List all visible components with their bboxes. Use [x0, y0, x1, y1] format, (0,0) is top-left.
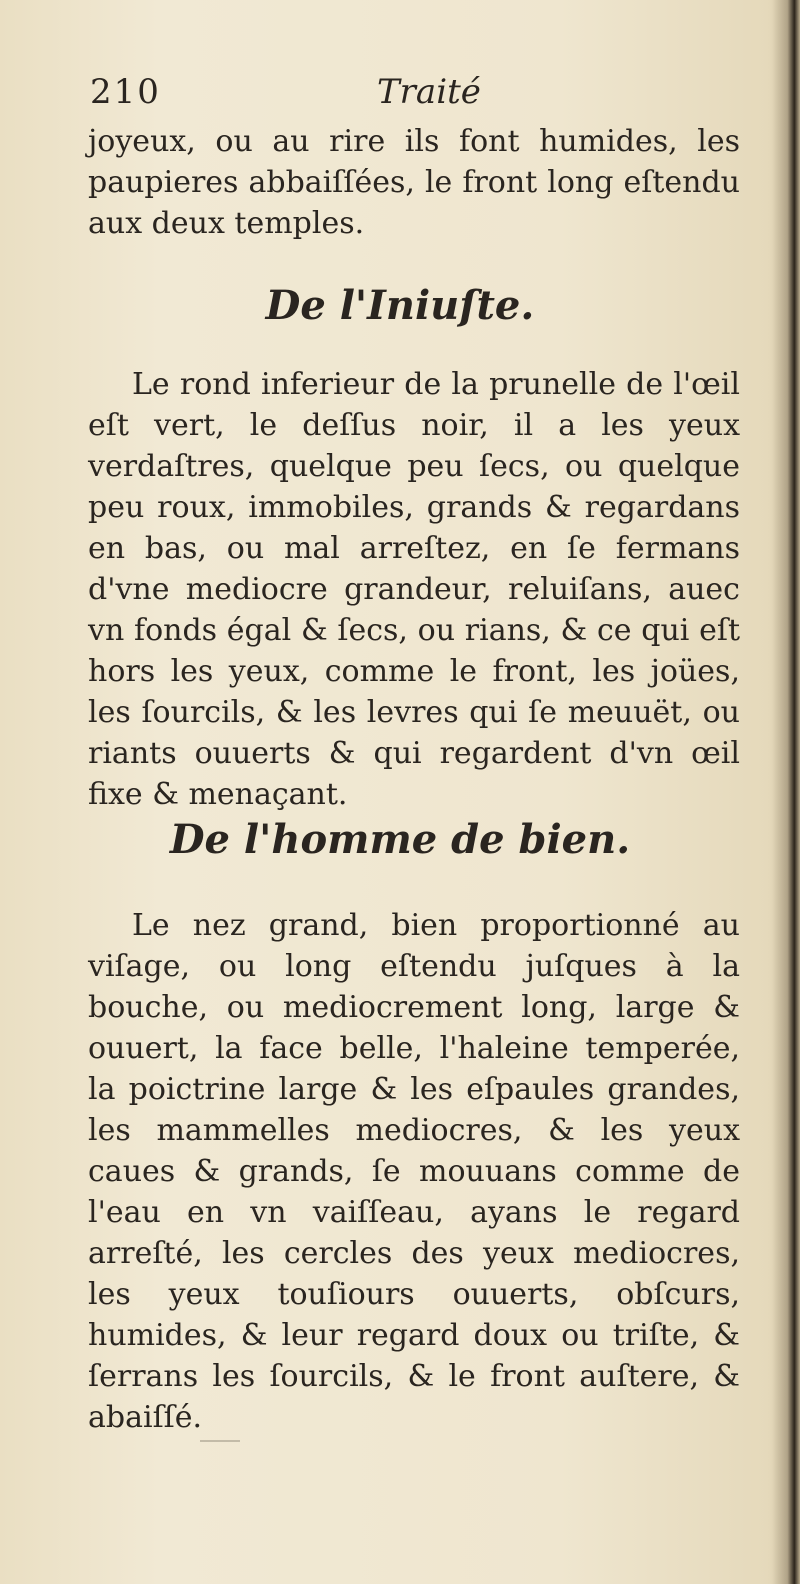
page-number: 210	[90, 72, 161, 112]
ink-smudge	[200, 1440, 240, 1442]
book-gutter-shadow	[772, 0, 800, 1584]
section-heading-homme-de-bien: De l'homme de bien.	[169, 816, 631, 863]
running-head	[90, 72, 730, 122]
continued-paragraph: joyeux, ou au rire ils font humides, les paupieres abbaiſſées, le front long eſtendu aux deux temples.	[88, 124, 740, 241]
section-body-homme-de-bien: Le nez grand, bien proportionné au viſage, ou long eſtendu juſques à la bouche, ou mediocrement long, large & ouuert, la face belle, l'haleine temperée, la poictrine large & les eſpaules grandes, les mammelles mediocres, & les yeux caues & grands, ſe mouuans comme de l'eau en vn vaiſſeau, ayans le regard arreſté, les cercles des yeux mediocres, les yeux touſiours ouuerts, obſcurs, humides, & leur regard doux ou triſte, & ſerrans les ſourcils, & le front auſtere, & abaiſſé.	[88, 908, 740, 1435]
running-title: Traité	[377, 72, 481, 112]
section-heading-iniuste: De l'Iniuſte.	[265, 282, 535, 329]
section-body-iniuste: Le rond inferieur de la prunelle de l'œil eſt vert, le deſſus noir, il a les yeux verdaſtres, quelque peu ſecs, ou quelque peu roux, immobiles, grands & regardans en bas, ou mal arreſtez, en ſe fermans d'vne mediocre grandeur, reluiſans, auec vn fonds égal & ſecs, ou rians, & ce qui eſt hors les yeux, comme le front, les joües, les ſourcils, & les levres qui ſe meuuët, ou riants ouuerts & qui regardent d'vn œil fixe & menaçant.	[88, 367, 740, 812]
